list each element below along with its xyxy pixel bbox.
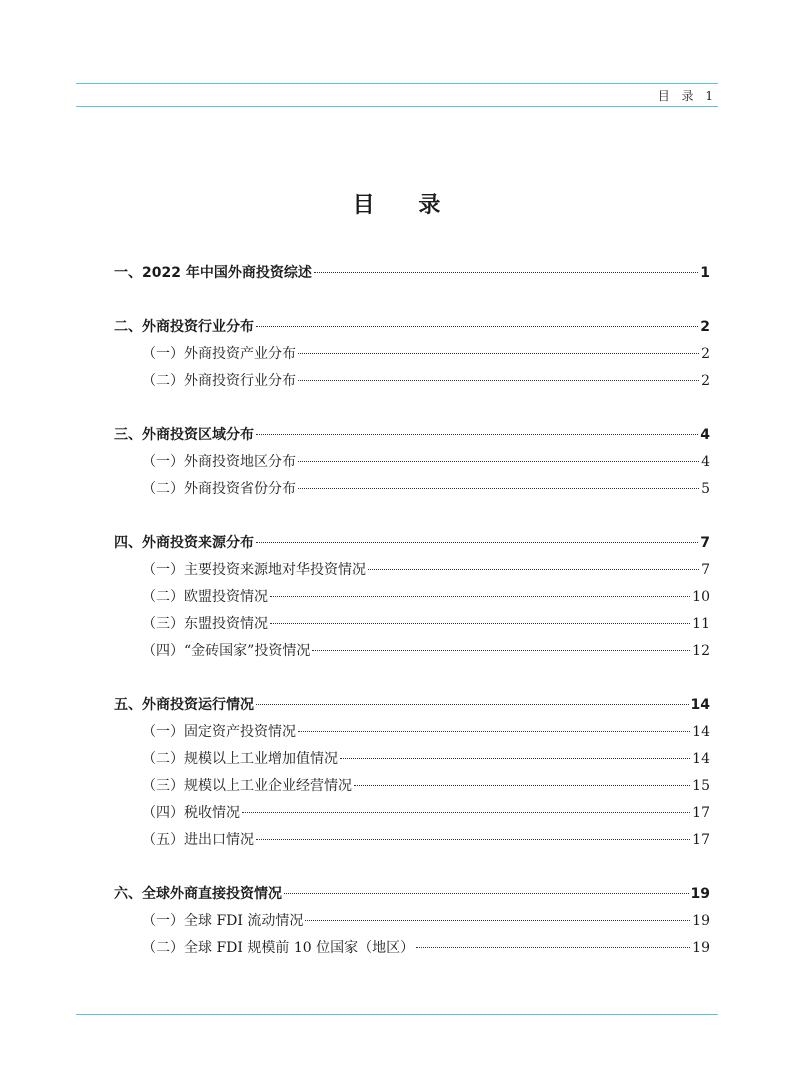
- toc-entry-label: （四）“金砖国家”投资情况: [142, 643, 311, 659]
- toc-entry-label: （二）外商投资行业分布: [142, 373, 296, 389]
- toc-entry-label: （一）外商投资地区分布: [142, 454, 296, 470]
- toc-entry-label: （一）外商投资产业分布: [142, 346, 296, 362]
- page-title: 目 录: [352, 192, 459, 218]
- toc-entry-label: 一、2022 年中国外商投资综述: [114, 265, 312, 281]
- toc-dot-leader: [314, 272, 698, 273]
- toc-entry-label: （二）全球 FDI 规模前 10 位国家（地区）: [142, 940, 415, 956]
- toc-page-number: 19: [692, 940, 710, 956]
- toc-entry-label: （五）进出口情况: [142, 832, 254, 848]
- toc-page-number: 19: [690, 886, 710, 902]
- toc-dot-leader: [312, 650, 690, 651]
- toc-subsection-entry[interactable]: [114, 584, 710, 611]
- toc-entry-label: （一）主要投资来源地对华投资情况: [142, 562, 366, 578]
- toc-page-number: 12: [692, 643, 710, 659]
- toc-page-number: 4: [700, 427, 710, 443]
- toc-entry-label: （二）欧盟投资情况: [142, 589, 268, 605]
- toc-subsection-entry[interactable]: [114, 638, 710, 665]
- toc-entry-label: （三）东盟投资情况: [142, 616, 268, 632]
- toc-dot-leader: [416, 947, 690, 948]
- toc-page-number: 1: [700, 265, 710, 281]
- toc-entry-label: （一）全球 FDI 流动情况: [142, 913, 304, 929]
- toc-subsection-entry[interactable]: [114, 746, 710, 773]
- toc-subsection-entry[interactable]: [114, 368, 710, 395]
- toc-page-number: 4: [701, 454, 710, 470]
- toc-section-entry[interactable]: [114, 422, 710, 449]
- toc-dot-leader: [305, 920, 690, 921]
- toc-subsection-entry[interactable]: [114, 908, 710, 935]
- toc-dot-leader: [256, 542, 698, 543]
- toc-dot-leader: [256, 704, 689, 705]
- toc-entry-label: （二）规模以上工业增加值情况: [142, 751, 338, 767]
- header-rule-bottom: [76, 106, 718, 107]
- toc-page-number: 2: [701, 373, 710, 389]
- toc-entry-label: （三）规模以上工业企业经营情况: [142, 778, 352, 794]
- toc-dot-leader: [298, 488, 699, 489]
- toc-page-number: 19: [692, 913, 710, 929]
- toc-section-entry[interactable]: [114, 260, 710, 287]
- toc-subsection-entry[interactable]: [114, 719, 710, 746]
- running-header: 目 录 1: [657, 89, 717, 103]
- toc-page-number: 2: [701, 346, 710, 362]
- toc-dot-leader: [256, 434, 698, 435]
- toc-entry-label: （四）税收情况: [142, 805, 240, 821]
- toc-section: [114, 260, 710, 287]
- toc-page-number: 7: [700, 535, 710, 551]
- toc-page-number: 17: [692, 805, 710, 821]
- toc-section: [114, 314, 710, 395]
- toc-dot-leader: [340, 758, 690, 759]
- toc-entry-label: 六、全球外商直接投资情况: [114, 886, 282, 902]
- toc-section-entry[interactable]: [114, 881, 710, 908]
- toc-entry-label: （二）外商投资省份分布: [142, 481, 296, 497]
- header-rule-top: [76, 83, 718, 84]
- toc-dot-leader: [298, 353, 699, 354]
- toc-dot-leader: [256, 839, 690, 840]
- toc-subsection-entry[interactable]: [114, 935, 710, 962]
- toc-page-number: 7: [701, 562, 710, 578]
- toc-section: [114, 692, 710, 854]
- toc-subsection-entry[interactable]: [114, 341, 710, 368]
- toc-page-number: 10: [692, 589, 710, 605]
- toc-page-number: 5: [701, 481, 710, 497]
- toc-section: [114, 422, 710, 503]
- toc-subsection-entry[interactable]: [114, 449, 710, 476]
- toc-section-entry[interactable]: [114, 692, 710, 719]
- toc-dot-leader: [354, 785, 690, 786]
- toc-subsection-entry[interactable]: [114, 827, 710, 854]
- table-of-contents: [114, 260, 710, 989]
- toc-page-number: 17: [692, 832, 710, 848]
- toc-dot-leader: [270, 623, 690, 624]
- toc-subsection-entry[interactable]: [114, 476, 710, 503]
- toc-section-entry[interactable]: [114, 314, 710, 341]
- toc-page-number: 14: [692, 724, 710, 740]
- toc-entry-label: （一）固定资产投资情况: [142, 724, 296, 740]
- toc-subsection-entry[interactable]: [114, 557, 710, 584]
- toc-section: [114, 530, 710, 665]
- toc-dot-leader: [368, 569, 699, 570]
- toc-subsection-entry[interactable]: [114, 773, 710, 800]
- toc-entry-label: 三、外商投资区域分布: [114, 427, 254, 443]
- toc-section-entry[interactable]: [114, 530, 710, 557]
- toc-entry-label: 五、外商投资运行情况: [114, 697, 254, 713]
- toc-dot-leader: [242, 812, 690, 813]
- toc-subsection-entry[interactable]: [114, 800, 710, 827]
- toc-dot-leader: [298, 731, 690, 732]
- toc-page-number: 2: [700, 319, 710, 335]
- toc-section: [114, 881, 710, 962]
- footer-rule: [76, 1014, 718, 1015]
- toc-dot-leader: [270, 596, 690, 597]
- toc-dot-leader: [256, 326, 698, 327]
- toc-page-number: 14: [692, 751, 710, 767]
- toc-page-number: 14: [690, 697, 710, 713]
- toc-dot-leader: [298, 461, 699, 462]
- toc-page-number: 11: [692, 616, 710, 632]
- toc-subsection-entry[interactable]: [114, 611, 710, 638]
- toc-entry-label: 二、外商投资行业分布: [114, 319, 254, 335]
- toc-dot-leader: [284, 893, 689, 894]
- toc-page-number: 15: [692, 778, 710, 794]
- toc-dot-leader: [298, 380, 699, 381]
- toc-entry-label: 四、外商投资来源分布: [114, 535, 254, 551]
